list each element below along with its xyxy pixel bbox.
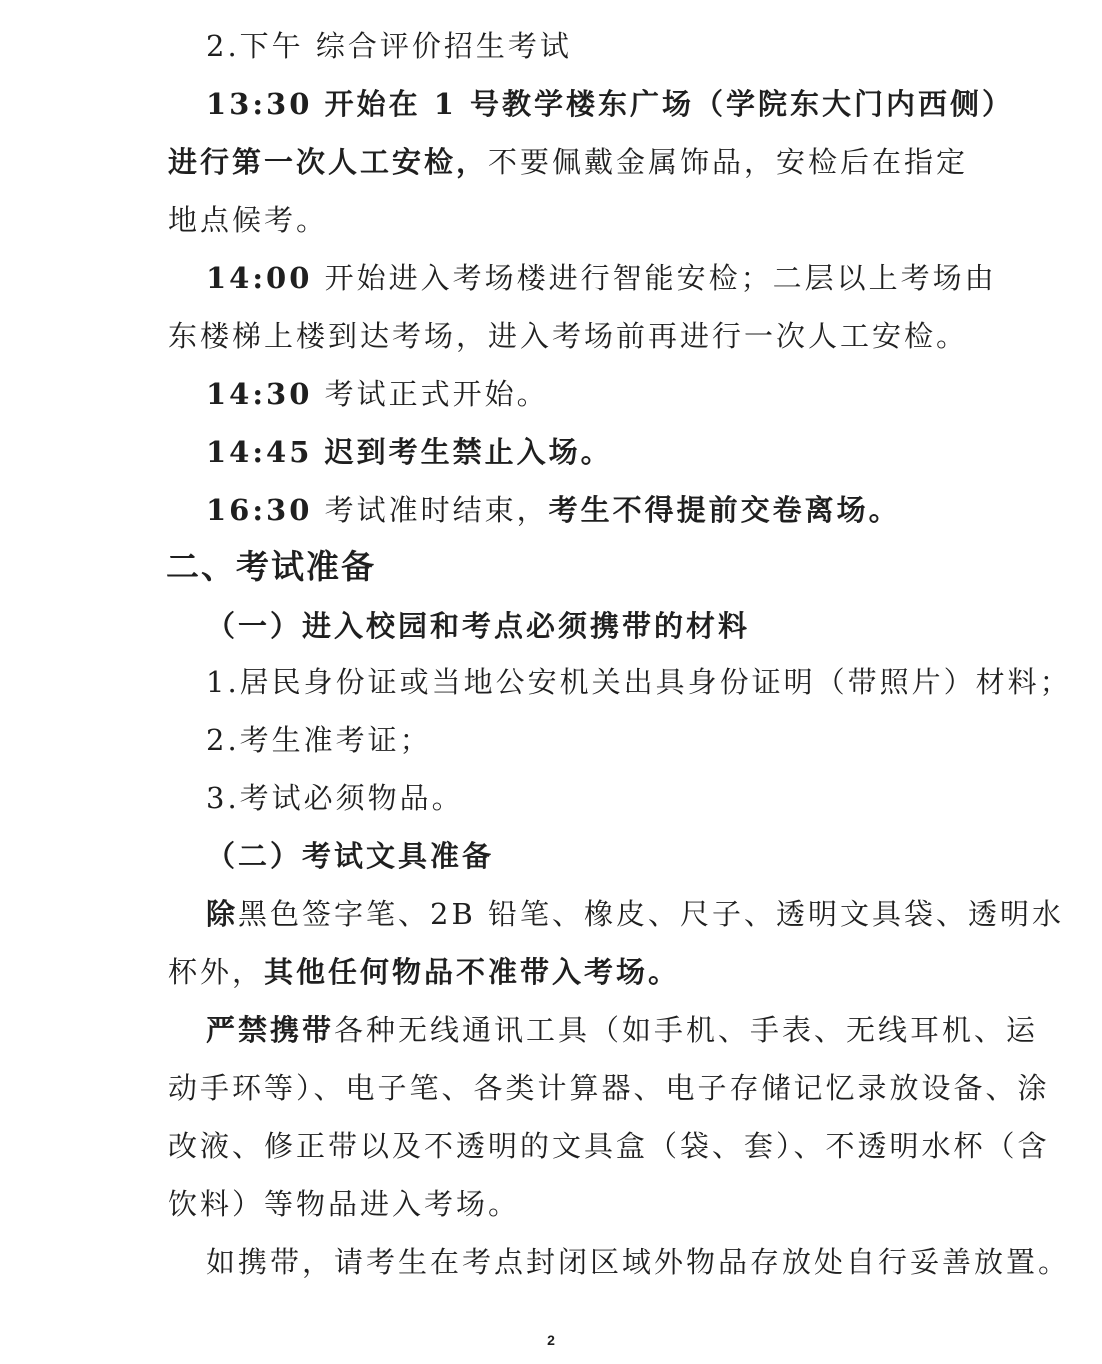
section-heading-exam-preparation: 二、考试准备	[166, 547, 376, 586]
list-item: 1.居民身份证或当地公安机关出具身份证明（带照片）材料；	[206, 665, 1072, 699]
time-1330: 13:30	[206, 87, 313, 121]
stationery-text-b: 杯外，	[168, 955, 265, 989]
prohibited-bold-start: 严禁携带	[206, 1013, 335, 1047]
prohibited-paragraph-line-3: 改液、修正带以及不透明的文具盒（袋、套）、不透明水杯（含	[168, 1129, 1050, 1163]
schedule-1400-line-2: 东楼梯上楼到达考场，进入考场前再进行一次人工安检。	[168, 319, 969, 353]
schedule-1630-text: 考试准时结束，	[324, 493, 549, 527]
subsection-heading-materials: （一）进入校园和考点必须携带的材料	[206, 609, 751, 643]
list-item: 2.考生准考证；	[206, 723, 432, 757]
time-1430: 14:30	[206, 377, 313, 411]
time-1400: 14:00	[206, 261, 313, 295]
schedule-1400-text-a: 开始进入考场楼进行智能安检；二层以上考场由	[324, 261, 997, 295]
prohibited-paragraph-line-4: 饮料）等物品进入考场。	[168, 1187, 521, 1221]
stationery-paragraph-line-2	[168, 952, 998, 992]
stationery-paragraph-line-1	[206, 894, 1064, 934]
subsection-heading-stationery: （二）考试文具准备	[206, 839, 495, 873]
schedule-1430-text: 考试正式开始。	[324, 377, 549, 411]
schedule-1330-bold-text: 进行第一次人工安检，	[168, 145, 489, 179]
schedule-1630-bold-text: 考生不得提前交卷离场。	[548, 493, 901, 527]
schedule-1630-line	[206, 490, 1036, 530]
schedule-1445-line	[206, 432, 1036, 472]
schedule-1400-line-1	[206, 258, 1036, 298]
stationery-bold-start: 除	[206, 897, 239, 931]
afternoon-heading: 2.下午 综合评价招生考试	[206, 29, 572, 63]
prohibited-text-a: 各种无线通讯工具（如手机、手表、无线耳机、运	[334, 1013, 1039, 1047]
stationery-bold-end: 其他任何物品不准带入考场。	[264, 955, 681, 989]
prohibited-paragraph-line-1	[206, 1010, 1039, 1050]
schedule-1330-text-a: 开始在 1 号教学楼东广场（学院东大门内西侧）	[324, 87, 1015, 121]
schedule-1330-line-2	[168, 142, 998, 182]
stationery-text-a: 黑色签字笔、2B 铅笔、橡皮、尺子、透明文具袋、透明水	[238, 897, 1064, 931]
page-number: 2	[547, 1332, 555, 1348]
schedule-1330-rest-text: 不要佩戴金属饰品，安检后在指定	[488, 145, 969, 179]
schedule-1430-line	[206, 374, 1036, 414]
schedule-1445-text: 迟到考生禁止入场。	[324, 435, 613, 469]
schedule-1330-line-3: 地点候考。	[168, 203, 329, 237]
time-1445: 14:45	[206, 435, 313, 469]
storage-note-paragraph: 如携带，请考生在考点封闭区域外物品存放处自行妥善放置。	[206, 1245, 1071, 1279]
list-item: 3.考试必须物品。	[206, 781, 464, 815]
prohibited-paragraph-line-2: 动手环等）、电子笔、各类计算器、电子存储记忆录放设备、涂	[168, 1071, 1050, 1105]
schedule-1330-line-1	[206, 84, 1036, 124]
time-1630: 16:30	[206, 493, 313, 527]
